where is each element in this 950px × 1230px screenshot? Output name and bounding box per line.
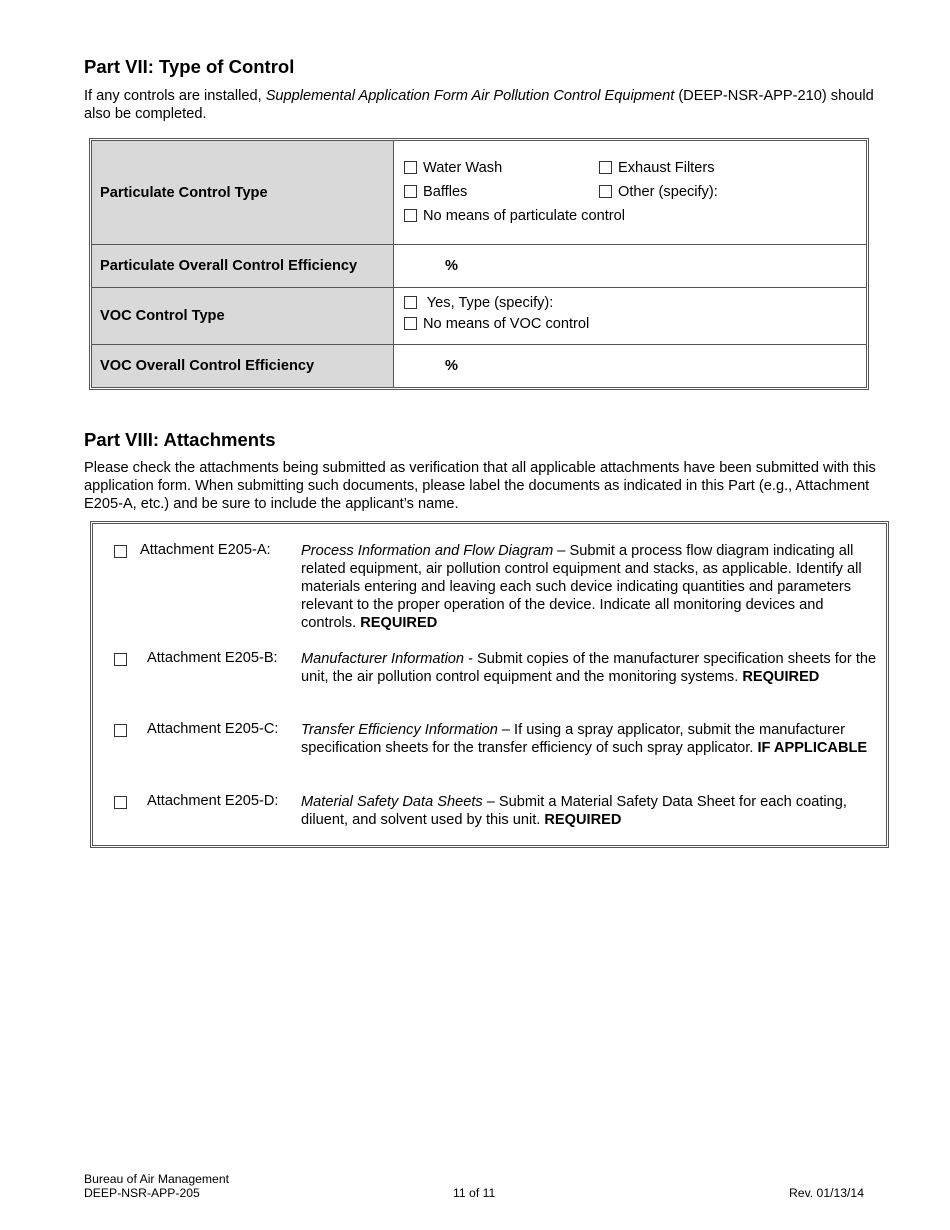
voc-yes-type-checkbox[interactable]: Yes, Type (specify): [404, 295, 553, 311]
voc-control-type-row [92, 287, 866, 344]
checkbox-icon [404, 209, 417, 222]
attachment-description: Transfer Efficiency Information – If using a spray applicator, submit the manufacturer specification sheets for the transfer efficiency of such spray applicator. IF APPLICABLE [301, 722, 868, 756]
attachment-label: Attachment E205-C: [147, 721, 279, 737]
control-type-table [89, 138, 869, 390]
particulate-efficiency-label: Particulate Overall Control Efficiency [92, 245, 394, 287]
footer-form-id: DEEP-NSR-APP-205 [84, 1186, 200, 1200]
part8-intro: Please check the attachments being submitted as verification that all applicable attachments have been submitted with this application form. When submitting such documents, please label the documents as indicated in this Part (e.g., Attachment E205-A, etc.) and be sure to include the applicant’s name. [84, 460, 876, 512]
part8-heading: Part VIII: Attachments [84, 429, 276, 450]
particulate-efficiency-row [92, 244, 866, 287]
attachment-label: Attachment E205-A: [140, 542, 271, 558]
checkbox-icon [599, 161, 612, 174]
checkbox-icon [404, 161, 417, 174]
particulate-control-type-label: Particulate Control Type [92, 141, 394, 244]
checkbox-icon [599, 185, 612, 198]
checkbox-icon [404, 317, 417, 330]
part7-intro: If any controls are installed, Supplemental Application Form Air Pollution Control Equipment (DEEP-NSR-APP-210) should also be completed. [84, 88, 874, 122]
voc-efficiency-label: VOC Overall Control Efficiency [92, 345, 394, 387]
attachment-e205-c-checkbox[interactable] [114, 724, 127, 737]
voc-control-type-label: VOC Control Type [92, 288, 394, 344]
attachment-description: Material Safety Data Sheets – Submit a Material Safety Data Sheet for each coating, diluent, and solvent used by this unit. REQUIRED [301, 794, 847, 828]
particulate-control-type-row [92, 141, 866, 244]
particulate-efficiency-field[interactable] [394, 245, 866, 287]
attachment-e205-b-checkbox[interactable] [114, 653, 127, 666]
voc-efficiency-row [92, 344, 866, 387]
exhaust-filters-checkbox[interactable]: Exhaust Filters [599, 160, 715, 176]
attachment-description: Manufacturer Information - Submit copies of the manufacturer specification sheets for the unit, the air pollution control equipment and the monitoring systems. REQUIRED [301, 651, 877, 685]
percent-unit: % [445, 358, 458, 374]
checkbox-icon [404, 185, 417, 198]
attachment-description: Process Information and Flow Diagram – Submit a process flow diagram indicating all related equipment, air pollution control equipment and stacks, as applicable. Identify all materials entering and leaving each such device indicating quantities and parameters relevant to the proper operation of the device. Indicate all monitoring devices and controls. REQUIRED [301, 543, 862, 631]
water-wash-checkbox[interactable]: Water Wash [404, 160, 502, 176]
attachment-e205-d-checkbox[interactable] [114, 796, 127, 809]
attachment-e205-a-checkbox[interactable] [114, 545, 127, 558]
no-voc-control-checkbox[interactable]: No means of VOC control [404, 316, 589, 332]
footer-org: Bureau of Air Management [84, 1172, 229, 1186]
attachment-label: Attachment E205-D: [147, 793, 279, 809]
footer-page-number: 11 of 11 [453, 1186, 496, 1200]
footer-revision: Rev. 01/13/14 [789, 1186, 864, 1200]
part7-heading: Part VII: Type of Control [84, 56, 295, 77]
no-particulate-control-checkbox[interactable]: No means of particulate control [404, 208, 625, 224]
attachment-label: Attachment E205-B: [147, 650, 278, 666]
baffles-checkbox[interactable]: Baffles [404, 184, 467, 200]
percent-unit: % [445, 258, 458, 274]
other-specify-checkbox[interactable]: Other (specify): [599, 184, 718, 200]
voc-efficiency-field[interactable] [394, 345, 866, 387]
checkbox-icon [404, 296, 417, 309]
attachments-table [90, 521, 889, 848]
footer-left [84, 1172, 229, 1200]
